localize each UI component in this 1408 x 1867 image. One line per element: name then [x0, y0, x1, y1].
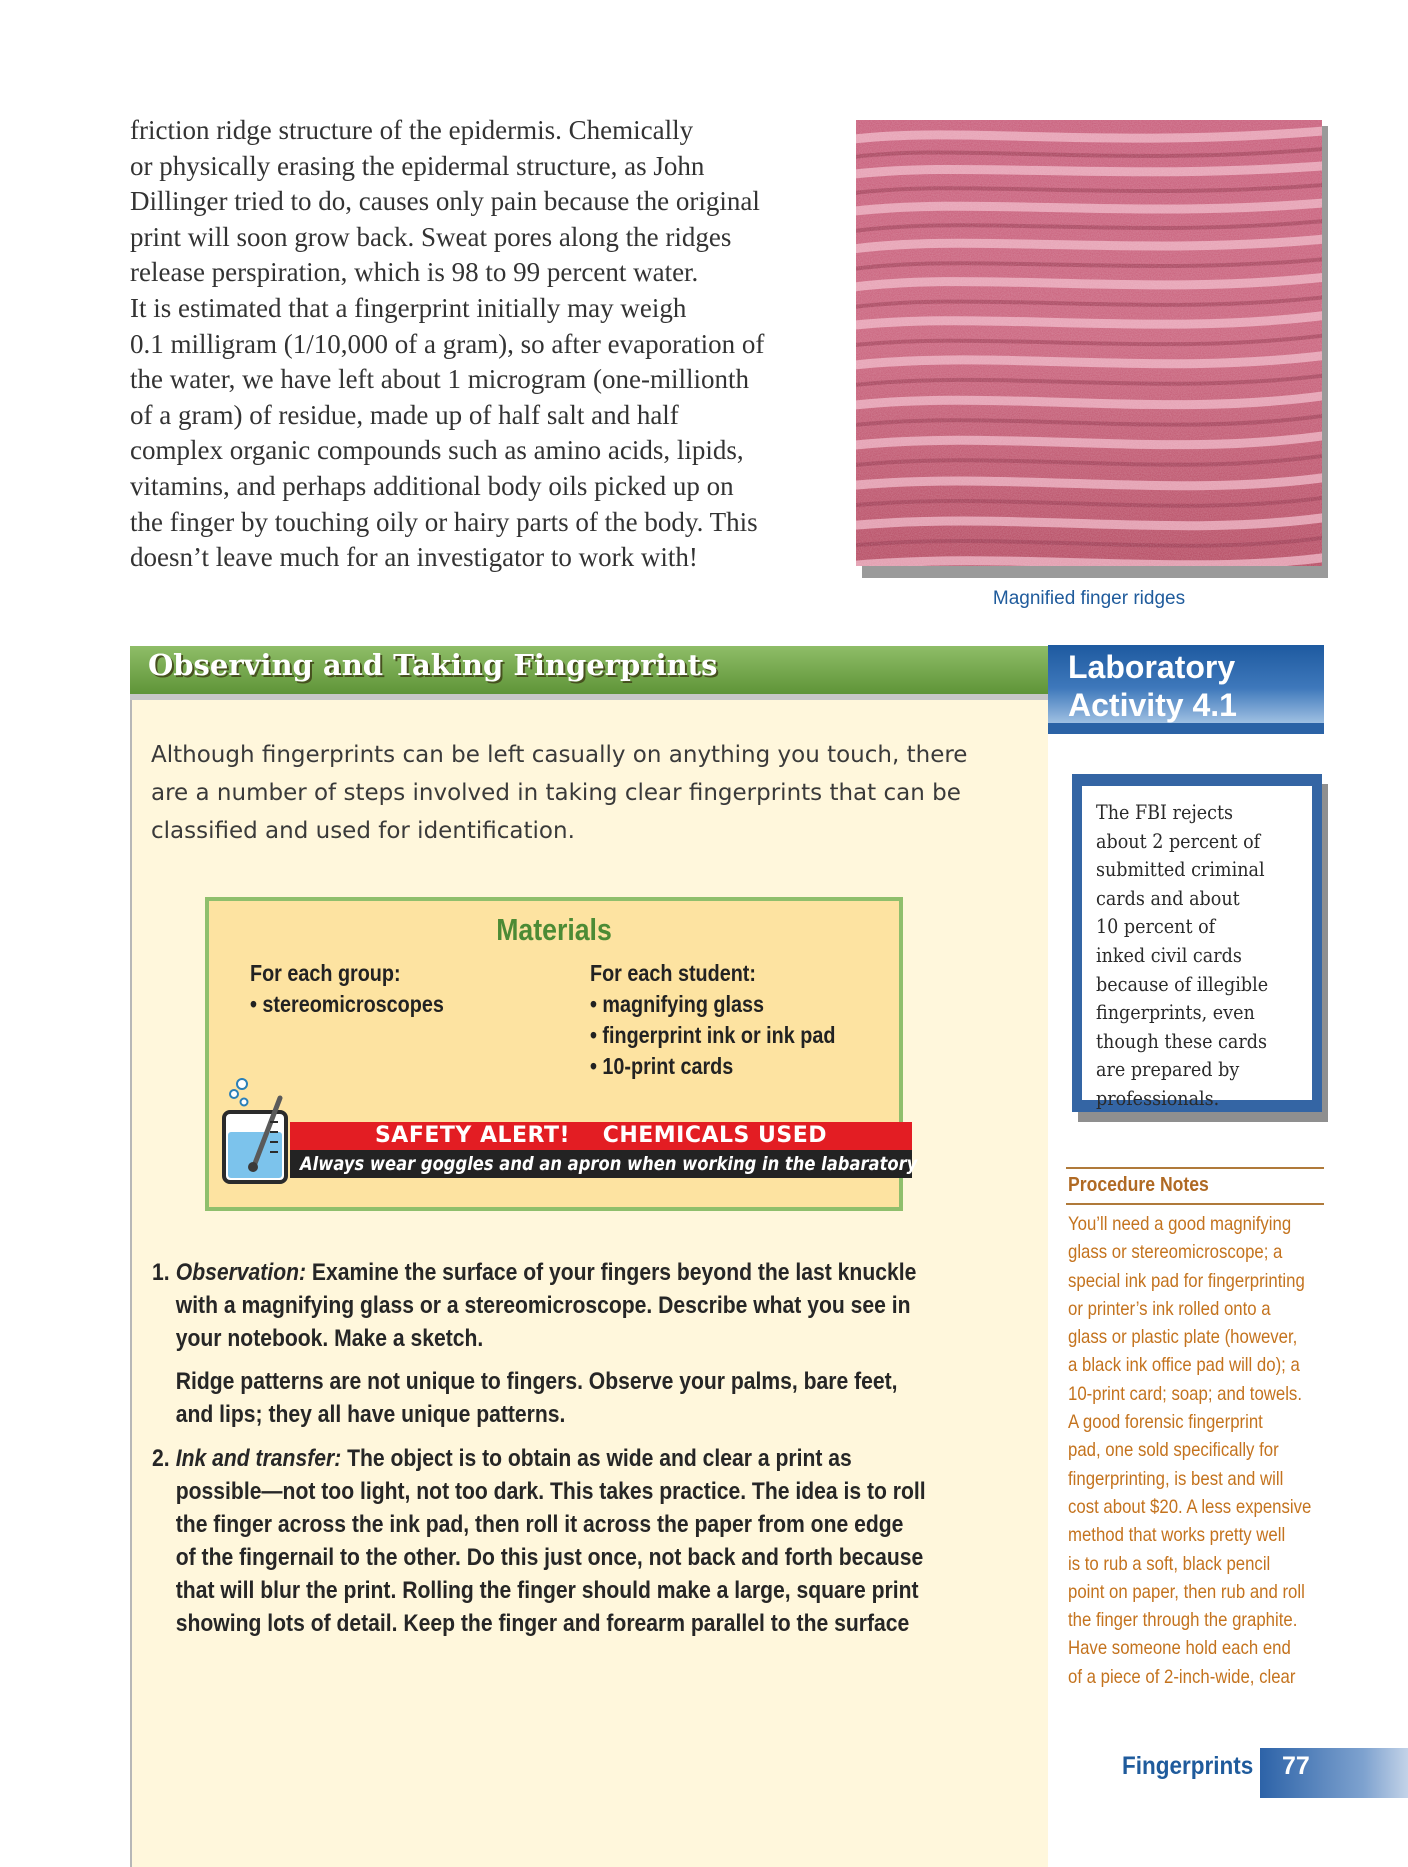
step-ink-transfer: 2. Ink and transfer: The object is to obtain as wide and clear a print as possible—not too light, not too dark. This takes practice. The idea is to roll the finger across the ink pad, then roll it across the paper from one edge of the fingernail to the other. Do this just once, not back and forth because that will blur the print. Rolling the finger should make a large, square print showing lots of detail. Keep the finger and forearm parallel to the surface	[152, 1442, 900, 1640]
step-label: Ink and transfer:	[175, 1445, 342, 1472]
step-label: Observation:	[175, 1259, 307, 1286]
materials-group-heading: For each group:	[250, 960, 401, 986]
materials-student-item: • magnifying glass	[590, 991, 765, 1017]
lab-activity-tab-bar	[1048, 723, 1324, 734]
materials-group-column	[250, 958, 444, 1020]
notes-rule-bottom	[1066, 1203, 1324, 1205]
intro-paragraph: friction ridge structure of the epidermis. Chemically or physically erasing the epidermal structure, as John Dillinger tried to do, causes only pain because the original print will soon grow back. Sweat pores along the ridges release perspiration, which is 98 to 99 percent water. It is estimated that a fingerprint initially may weigh 0.1 milligram (1/10,000 of a gram), so after evaporation of the water, we have left about 1 microgram (one-millionth of a gram) of residue, made up of half salt and half complex organic compounds such as amino acids, lipids, vitamins, and perhaps additional body oils picked up on the finger by touching oily or hairy parts of the body. This doesn’t leave much for an investigator to work with!	[130, 115, 765, 573]
running-footer-section: Fingerprints	[1122, 1752, 1254, 1780]
procedure-steps	[152, 1256, 926, 1640]
materials-student-item: • fingerprint ink or ink pad	[590, 1022, 836, 1048]
step-number: 1.	[152, 1259, 170, 1286]
lab-activity-label: Laboratory Activity 4.1	[1068, 649, 1237, 723]
notes-rule-top	[1066, 1167, 1324, 1169]
step-observation-note: Ridge patterns are not unique to fingers. Observe your palms, bare feet, and lips; they all have unique patterns.	[175, 1368, 898, 1428]
materials-student-column	[590, 958, 835, 1082]
beaker-icon	[220, 1074, 292, 1186]
page-number: 77	[1282, 1752, 1310, 1780]
finger-ridges-image	[856, 120, 1322, 566]
photo-caption: Magnified finger ridges	[992, 588, 1186, 609]
materials-student-item: • 10-print cards	[590, 1053, 734, 1079]
lab-intro: Although fingerprints can be left casually on anything you touch, there are a number of steps involved in taking clear fingerprints that can be classified and used for identification.	[151, 742, 968, 844]
lab-title: Observing and Taking Fingerprints	[148, 648, 718, 682]
finger-ridges-photo	[856, 120, 1322, 566]
step-number: 2.	[152, 1445, 170, 1472]
materials-student-heading: For each student:	[590, 960, 756, 986]
fbi-fact-text: The FBI rejects about 2 percent of submitted criminal cards and about 10 percent of inked civil cards because of illegible fingerprints, even though these cards are prepared by professionals.	[1096, 801, 1269, 1110]
procedure-notes-text: You’ll need a good magnifying glass or stereomicroscope; a special ink pad for fingerprinting or printer’s ink rolled onto a glass or plastic plate (however, a black ink office pad will do); a 10-print card; soap; and towels. A good forensic fingerprint pad, one sold specifically for fingerprinting, is best and will cost about $20. A less expensive method that works pretty well is to rub a soft, black pencil point on paper, then rub and roll the finger through the graphite. Have someone hold each end of a piece of 2-inch-wide, clear	[1068, 1213, 1312, 1688]
procedure-notes-heading: Procedure Notes	[1068, 1174, 1209, 1196]
materials-group-item: • stereomicroscopes	[250, 991, 444, 1017]
safety-message: Always wear goggles and an apron when working in the labaratory	[300, 1153, 918, 1175]
safety-alert-label: SAFETY ALERT! CHEMICALS USED	[374, 1123, 828, 1148]
lab-header-shadow	[130, 694, 1050, 700]
materials-title: Materials	[496, 912, 612, 947]
step-observation: 1. Observation: Examine the surface of your fingers beyond the last knuckle with a magnifying glass or a stereomicroscope. Describe what you see in your notebook. Make a sketch.	[152, 1256, 900, 1355]
